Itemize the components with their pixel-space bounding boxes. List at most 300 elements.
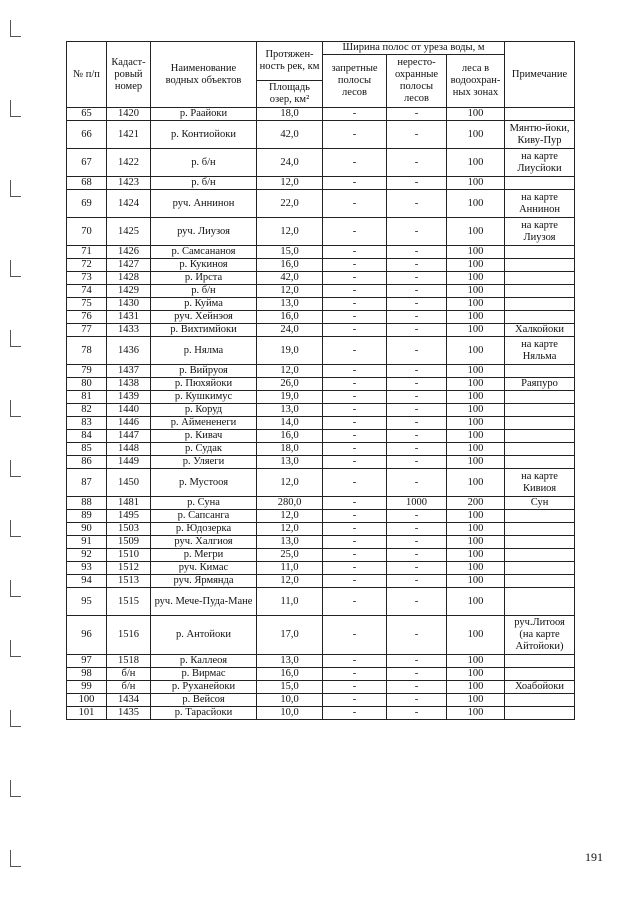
note-cell [505,272,575,285]
waterprotect-width: 100 [447,417,505,430]
spawning-width: - [387,404,447,417]
table-row [67,272,575,285]
length-value: 10,0 [257,694,323,707]
row-number: 88 [67,497,107,510]
row-number: 73 [67,272,107,285]
forbidden-width: - [323,391,387,404]
length-value: 12,0 [257,469,323,497]
water-body-name: р. Вирмас [151,668,257,681]
spawning-width: - [387,536,447,549]
table-row [67,430,575,443]
note-cell [505,536,575,549]
cadastral-number: 1512 [107,562,151,575]
table-row [67,562,575,575]
waterprotect-width: 100 [447,365,505,378]
spawning-width: - [387,694,447,707]
note-cell [505,707,575,720]
table-row [67,324,575,337]
spawning-width: - [387,588,447,616]
cadastral-number: 1439 [107,391,151,404]
row-number: 90 [67,523,107,536]
row-number: 81 [67,391,107,404]
forbidden-width: - [323,298,387,311]
spawning-width: - [387,456,447,469]
water-body-name: р. б/н [151,285,257,298]
cadastral-number: 1449 [107,456,151,469]
header-num: № п/п [67,42,107,108]
length-value: 12,0 [257,365,323,378]
table-row [67,190,575,218]
row-number: 67 [67,149,107,177]
note-cell [505,246,575,259]
row-number: 68 [67,177,107,190]
table-row [67,443,575,456]
note-cell [505,285,575,298]
length-value: 42,0 [257,272,323,285]
table-row [67,311,575,324]
header-length: Протяжен-ность рек, км [257,42,323,81]
water-body-name: р. Уляеги [151,456,257,469]
table-row [67,655,575,668]
water-body-name: р. Каллеоя [151,655,257,668]
note-cell: на карте Аннинон [505,190,575,218]
cadastral-number: 1450 [107,469,151,497]
forbidden-width: - [323,108,387,121]
header-cadastral: Кадаст-ровый номер [107,42,151,108]
table-row [67,681,575,694]
spawning-width: - [387,510,447,523]
cadastral-number: 1438 [107,378,151,391]
table-row [67,285,575,298]
cadastral-number: 1435 [107,707,151,720]
forbidden-width: - [323,469,387,497]
water-body-name: р. Юдозерка [151,523,257,536]
row-number: 75 [67,298,107,311]
forbidden-width: - [323,694,387,707]
margin-mark [10,100,21,117]
table-row [67,298,575,311]
forbidden-width: - [323,575,387,588]
spawning-width: - [387,707,447,720]
note-cell [505,575,575,588]
margin-mark [10,20,21,37]
cadastral-number: 1446 [107,417,151,430]
waterprotect-width: 100 [447,668,505,681]
spawning-width: - [387,218,447,246]
waterprotect-width: 100 [447,404,505,417]
row-number: 93 [67,562,107,575]
note-cell [505,443,575,456]
cadastral-number: 1440 [107,404,151,417]
cadastral-number: 1433 [107,324,151,337]
cadastral-number: 1421 [107,121,151,149]
waterprotect-width: 100 [447,430,505,443]
table-row [67,121,575,149]
row-number: 101 [67,707,107,720]
table-row [67,668,575,681]
spawning-width: - [387,378,447,391]
waterprotect-width: 100 [447,681,505,694]
note-cell: руч.Литооя (на карте Айтойоки) [505,616,575,655]
table-row [67,378,575,391]
waterprotect-width: 100 [447,655,505,668]
cadastral-number: 1495 [107,510,151,523]
spawning-width: - [387,246,447,259]
forbidden-width: - [323,190,387,218]
forbidden-width: - [323,655,387,668]
cadastral-number: 1431 [107,311,151,324]
waterprotect-width: 100 [447,121,505,149]
note-cell: Мянтю-йоки, Киву-Пур [505,121,575,149]
waterprotect-width: 100 [447,149,505,177]
cadastral-number: 1509 [107,536,151,549]
forbidden-width: - [323,707,387,720]
table-row [67,108,575,121]
forbidden-width: - [323,681,387,694]
length-value: 10,0 [257,707,323,720]
forbidden-width: - [323,616,387,655]
length-value: 18,0 [257,108,323,121]
cadastral-number: 1428 [107,272,151,285]
cadastral-number: 1437 [107,365,151,378]
margin-mark [10,460,21,477]
water-body-name: р. Кукиноя [151,259,257,272]
length-value: 12,0 [257,218,323,246]
water-body-name: р. Руханейоки [151,681,257,694]
forbidden-width: - [323,510,387,523]
note-cell [505,549,575,562]
cadastral-number: 1424 [107,190,151,218]
length-value: 42,0 [257,121,323,149]
spawning-width: - [387,655,447,668]
row-number: 77 [67,324,107,337]
forbidden-width: - [323,378,387,391]
length-value: 14,0 [257,417,323,430]
cadastral-number: 1510 [107,549,151,562]
row-number: 98 [67,668,107,681]
row-number: 97 [67,655,107,668]
waterprotect-width: 100 [447,536,505,549]
water-body-name: р. Раайоки [151,108,257,121]
waterprotect-width: 100 [447,549,505,562]
spawning-width: - [387,190,447,218]
spawning-width: - [387,311,447,324]
table-row [67,417,575,430]
row-number: 86 [67,456,107,469]
waterprotect-width: 100 [447,311,505,324]
table-row [67,694,575,707]
table-row [67,177,575,190]
row-number: 80 [67,378,107,391]
margin-mark [10,400,21,417]
spawning-width: - [387,149,447,177]
note-cell: Сун [505,497,575,510]
row-number: 89 [67,510,107,523]
forbidden-width: - [323,218,387,246]
spawning-width: - [387,469,447,497]
water-body-name: р. Сапсанга [151,510,257,523]
length-value: 16,0 [257,430,323,443]
waterprotect-width: 100 [447,246,505,259]
cadastral-number: 1425 [107,218,151,246]
waterprotect-width: 100 [447,285,505,298]
waterprotect-width: 100 [447,324,505,337]
spawning-width: - [387,272,447,285]
waterprotect-width: 100 [447,469,505,497]
spawning-width: - [387,259,447,272]
row-number: 94 [67,575,107,588]
waterprotect-width: 100 [447,108,505,121]
table-row [67,497,575,510]
waterprotect-width: 100 [447,707,505,720]
forbidden-width: - [323,311,387,324]
water-body-name: р. б/н [151,149,257,177]
cadastral-number: 1429 [107,285,151,298]
margin-mark [10,520,21,537]
table-row [67,246,575,259]
forbidden-width: - [323,177,387,190]
forbidden-width: - [323,121,387,149]
length-value: 11,0 [257,588,323,616]
water-body-name: р. Самсананоя [151,246,257,259]
length-value: 12,0 [257,575,323,588]
spawning-width: - [387,430,447,443]
waterprotect-width: 100 [447,443,505,456]
water-body-name: р. Суна [151,497,257,510]
row-number: 69 [67,190,107,218]
water-body-name: р. Аймененеги [151,417,257,430]
row-number: 82 [67,404,107,417]
cadastral-number: 1422 [107,149,151,177]
water-body-name: р. Нялма [151,337,257,365]
length-value: 19,0 [257,391,323,404]
margin-mark [10,330,21,347]
row-number: 71 [67,246,107,259]
note-cell [505,108,575,121]
margin-mark [10,180,21,197]
waterprotect-width: 100 [447,177,505,190]
table-row [67,523,575,536]
header-area: Площадь озер, км² [257,81,323,108]
waterprotect-width: 100 [447,337,505,365]
cadastral-number: 1518 [107,655,151,668]
note-cell [505,365,575,378]
note-cell [505,694,575,707]
forbidden-width: - [323,668,387,681]
water-body-name: р. Ирста [151,272,257,285]
length-value: 16,0 [257,311,323,324]
water-body-name: р. Коруд [151,404,257,417]
waterprotect-width: 100 [447,298,505,311]
waterprotect-width: 100 [447,616,505,655]
table-row [67,337,575,365]
table-row [67,404,575,417]
cadastral-number: 1447 [107,430,151,443]
note-cell: на карте Кивиоя [505,469,575,497]
cadastral-number: б/н [107,681,151,694]
row-number: 72 [67,259,107,272]
spawning-width: - [387,562,447,575]
margin-mark [10,850,21,867]
row-number: 95 [67,588,107,616]
note-cell [505,562,575,575]
length-value: 26,0 [257,378,323,391]
cadastral-number: 1426 [107,246,151,259]
forbidden-width: - [323,523,387,536]
forbidden-width: - [323,456,387,469]
length-value: 13,0 [257,298,323,311]
waterprotect-width: 100 [447,575,505,588]
cadastral-number: 1503 [107,523,151,536]
table-row [67,365,575,378]
spawning-width: - [387,121,447,149]
water-body-name: р. Кивач [151,430,257,443]
waterprotect-width: 200 [447,497,505,510]
length-value: 12,0 [257,510,323,523]
margin-mark [10,710,21,727]
row-number: 74 [67,285,107,298]
length-value: 18,0 [257,443,323,456]
note-cell [505,404,575,417]
cadastral-number: 1515 [107,588,151,616]
forbidden-width: - [323,562,387,575]
row-number: 91 [67,536,107,549]
row-number: 92 [67,549,107,562]
spawning-width: - [387,298,447,311]
water-body-name: р. Вихтимйоки [151,324,257,337]
spawning-width: - [387,285,447,298]
note-cell [505,259,575,272]
water-body-name: р. Пюхяйоки [151,378,257,391]
note-cell [505,655,575,668]
note-cell [505,311,575,324]
cadastral-number: 1420 [107,108,151,121]
forbidden-width: - [323,417,387,430]
forbidden-width: - [323,430,387,443]
table-row [67,510,575,523]
note-cell [505,668,575,681]
spawning-width: - [387,575,447,588]
note-cell [505,417,575,430]
cadastral-number: 1423 [107,177,151,190]
length-value: 22,0 [257,190,323,218]
water-body-name: руч. Аннинон [151,190,257,218]
water-body-name: руч. Мече-Пуда-Мане [151,588,257,616]
spawning-width: 1000 [387,497,447,510]
row-number: 87 [67,469,107,497]
cadastral-number: 1434 [107,694,151,707]
cadastral-number: 1481 [107,497,151,510]
row-number: 79 [67,365,107,378]
waterprotect-width: 100 [447,391,505,404]
spawning-width: - [387,391,447,404]
spawning-width: - [387,523,447,536]
waterprotect-width: 100 [447,588,505,616]
water-body-name: р. Мустооя [151,469,257,497]
waterprotect-width: 100 [447,259,505,272]
note-cell [505,298,575,311]
note-cell [505,456,575,469]
row-number: 83 [67,417,107,430]
table-row [67,575,575,588]
row-number: 84 [67,430,107,443]
margin-mark [10,780,21,797]
forbidden-width: - [323,549,387,562]
table-row [67,391,575,404]
note-cell [505,391,575,404]
waterprotect-width: 100 [447,510,505,523]
water-body-name: р. б/н [151,177,257,190]
forbidden-width: - [323,443,387,456]
note-cell: Хоабойоки [505,681,575,694]
spawning-width: - [387,324,447,337]
spawning-width: - [387,337,447,365]
note-cell: на карте Няльма [505,337,575,365]
length-value: 19,0 [257,337,323,365]
note-cell: на карте Лиузоя [505,218,575,246]
forbidden-width: - [323,285,387,298]
note-cell [505,177,575,190]
forbidden-width: - [323,149,387,177]
table-row [67,616,575,655]
header-spawning: нересто-охранные полосы лесов [387,55,447,108]
cadastral-number: 1427 [107,259,151,272]
header-name: Наименование водных объектов [151,42,257,108]
page-number: 191 [585,850,603,864]
forbidden-width: - [323,246,387,259]
spawning-width: - [387,365,447,378]
cadastral-number: 1516 [107,616,151,655]
forbidden-width: - [323,536,387,549]
forbidden-width: - [323,259,387,272]
forbidden-width: - [323,497,387,510]
water-body-name: руч. Халгиоя [151,536,257,549]
waterprotect-width: 100 [447,218,505,246]
table-row [67,149,575,177]
spawning-width: - [387,177,447,190]
row-number: 65 [67,108,107,121]
note-cell: на карте Лиусйоки [505,149,575,177]
length-value: 16,0 [257,259,323,272]
margin-mark [10,260,21,277]
note-cell: Раяпуро [505,378,575,391]
row-number: 99 [67,681,107,694]
waterprotect-width: 100 [447,190,505,218]
note-cell [505,510,575,523]
forbidden-width: - [323,324,387,337]
waterprotect-width: 100 [447,562,505,575]
margin-mark [10,580,21,597]
forbidden-width: - [323,365,387,378]
waterprotect-width: 100 [447,272,505,285]
water-body-name: р. Судак [151,443,257,456]
length-value: 24,0 [257,324,323,337]
water-body-name: р. Куйма [151,298,257,311]
note-cell: Халкойоки [505,324,575,337]
table-row [67,456,575,469]
cadastral-number: 1513 [107,575,151,588]
waterprotect-width: 100 [447,456,505,469]
row-number: 76 [67,311,107,324]
water-body-name: руч. Ярмянда [151,575,257,588]
margin-mark [10,640,21,657]
forbidden-width: - [323,404,387,417]
binding-margin-marks [10,20,24,880]
spawning-width: - [387,668,447,681]
water-body-name: руч. Лиузоя [151,218,257,246]
table-row [67,549,575,562]
note-cell [505,430,575,443]
